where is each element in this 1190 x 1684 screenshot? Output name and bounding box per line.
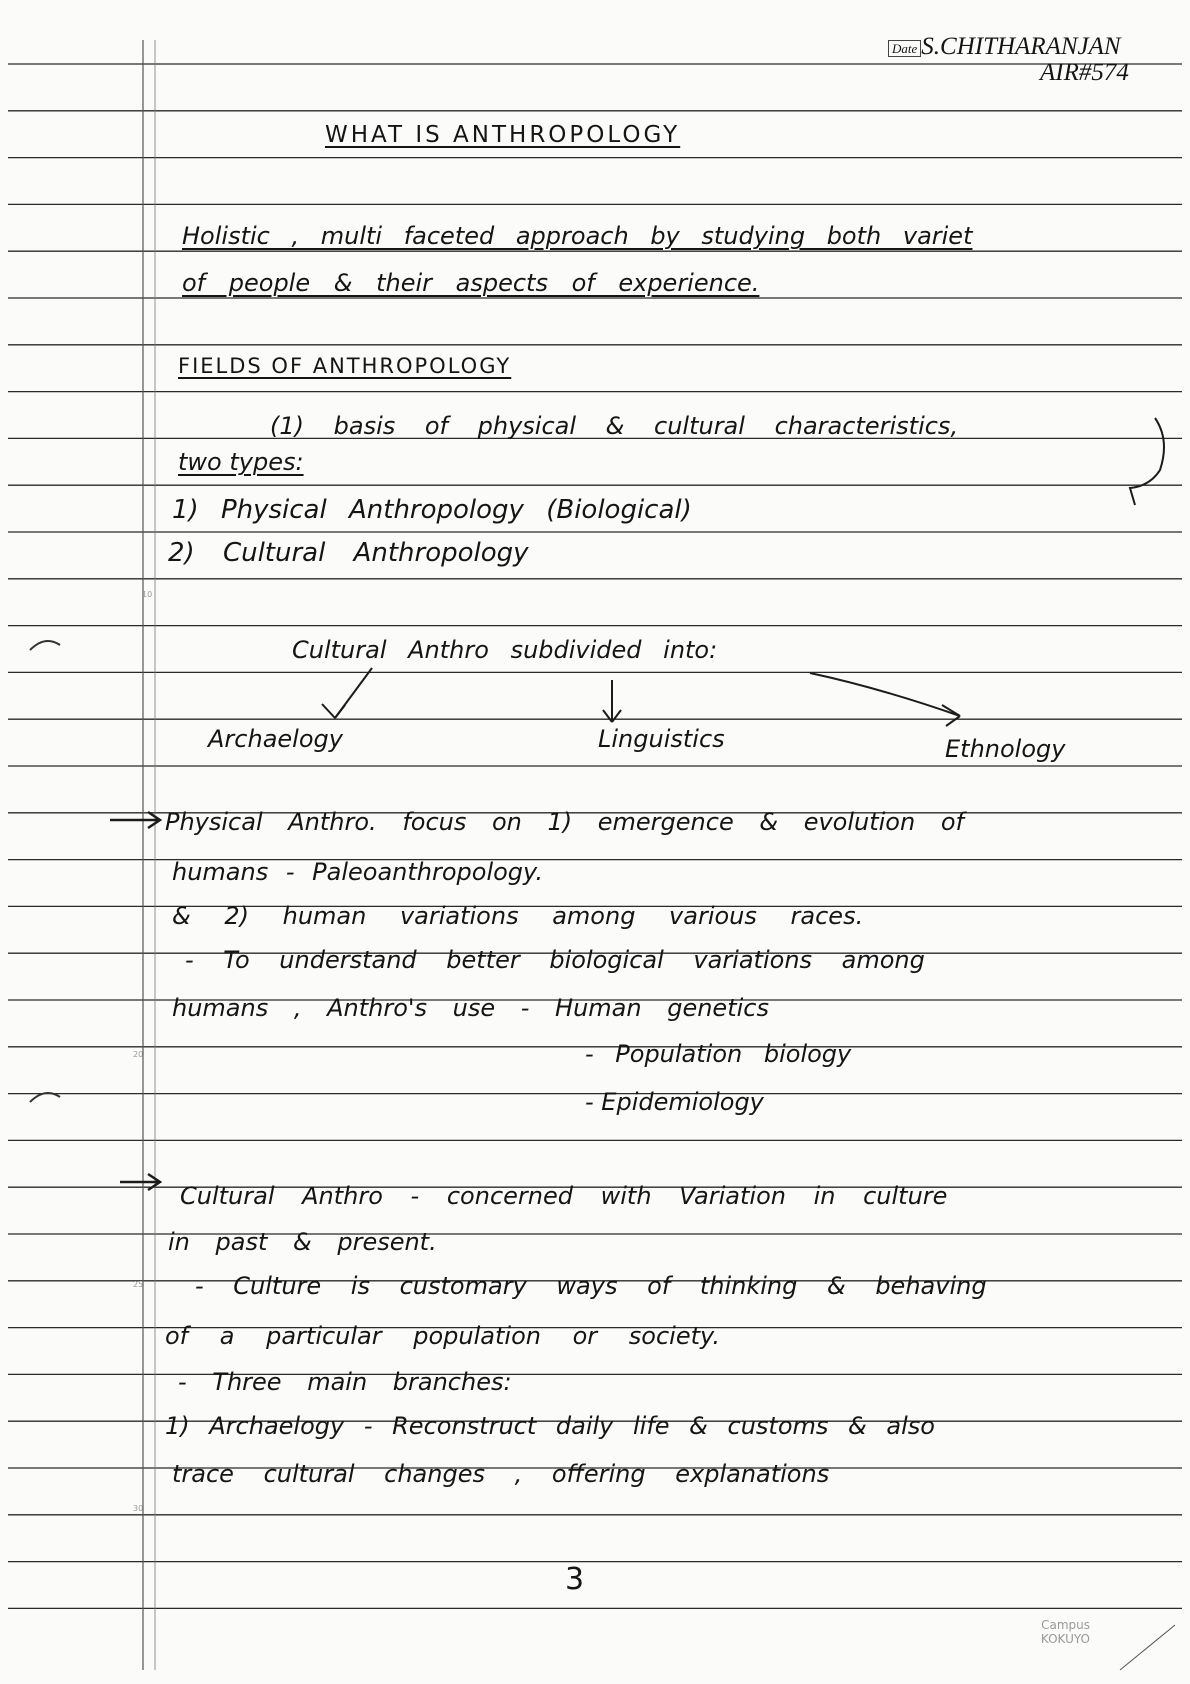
margin-number-30: 30 [133, 1504, 144, 1513]
branch-archaelogy: Archaelogy [208, 725, 343, 753]
branch-linguistics: Linguistics [598, 725, 725, 753]
page-number: 3 [565, 1562, 585, 1597]
cultural-note-5: - Three main branches: [178, 1368, 512, 1396]
margin-number-25: 25 [133, 1280, 144, 1289]
type-cultural: 2) Cultural Anthropology [168, 538, 529, 568]
intro-line-2: of people & their aspects of experience. [182, 269, 760, 297]
fields-heading: FIELDS OF ANTHROPOLOGY [178, 354, 512, 378]
notebook-brand [1000, 1618, 1090, 1646]
cultural-note-6: 1) Archaelogy - Reconstruct daily life & customs & also [165, 1412, 935, 1440]
intro-line-1: Holistic , multi faceted approach by studying both variet [182, 222, 973, 250]
fields-basis: (1) basis of physical & cultural characteristics, [270, 412, 959, 440]
branch-ethnology: Ethnology [945, 735, 1066, 763]
margin-number-20: 20 [133, 1050, 144, 1059]
date-box: Date [888, 40, 921, 57]
page-title: WHAT IS ANTHROPOLOGY [325, 122, 681, 148]
cultural-note-1: Cultural Anthro - concerned with Variation in culture [180, 1182, 948, 1210]
author-name: S.CHITHARANJAN [921, 33, 1121, 60]
author-rank: AIR#574 [1040, 59, 1129, 86]
type-physical: 1) Physical Anthropology (Biological) [172, 495, 692, 525]
author-header [888, 34, 1121, 61]
subdivision-heading: Cultural Anthro subdivided into: [292, 636, 718, 664]
cultural-note-3: - Culture is customary ways of thinking & behaving [195, 1272, 987, 1300]
physical-note-5: humans , Anthro's use - Human genetics [172, 994, 769, 1022]
physical-note-3: & 2) human variations among various races. [172, 902, 864, 930]
physical-note-1: Physical Anthro. focus on 1) emergence & evolution of [165, 808, 964, 836]
physical-note-2: humans - Paleoanthropology. [172, 858, 543, 886]
cultural-note-7: trace cultural changes , offering explanations [172, 1460, 830, 1488]
cultural-note-4: of a particular population or society. [165, 1322, 720, 1350]
margin-number-10: 10 [142, 590, 153, 599]
brand-kokuyo: KOKUYO [1040, 1632, 1090, 1646]
physical-note-7: - Epidemiology [585, 1088, 764, 1116]
physical-note-6: - Population biology [585, 1040, 852, 1068]
cultural-note-2: in past & present. [168, 1228, 437, 1256]
brand-campus: Campus [1041, 1618, 1090, 1632]
physical-note-4: - To understand better biological variations among [185, 946, 925, 974]
fields-types-label: two types: [178, 448, 304, 476]
